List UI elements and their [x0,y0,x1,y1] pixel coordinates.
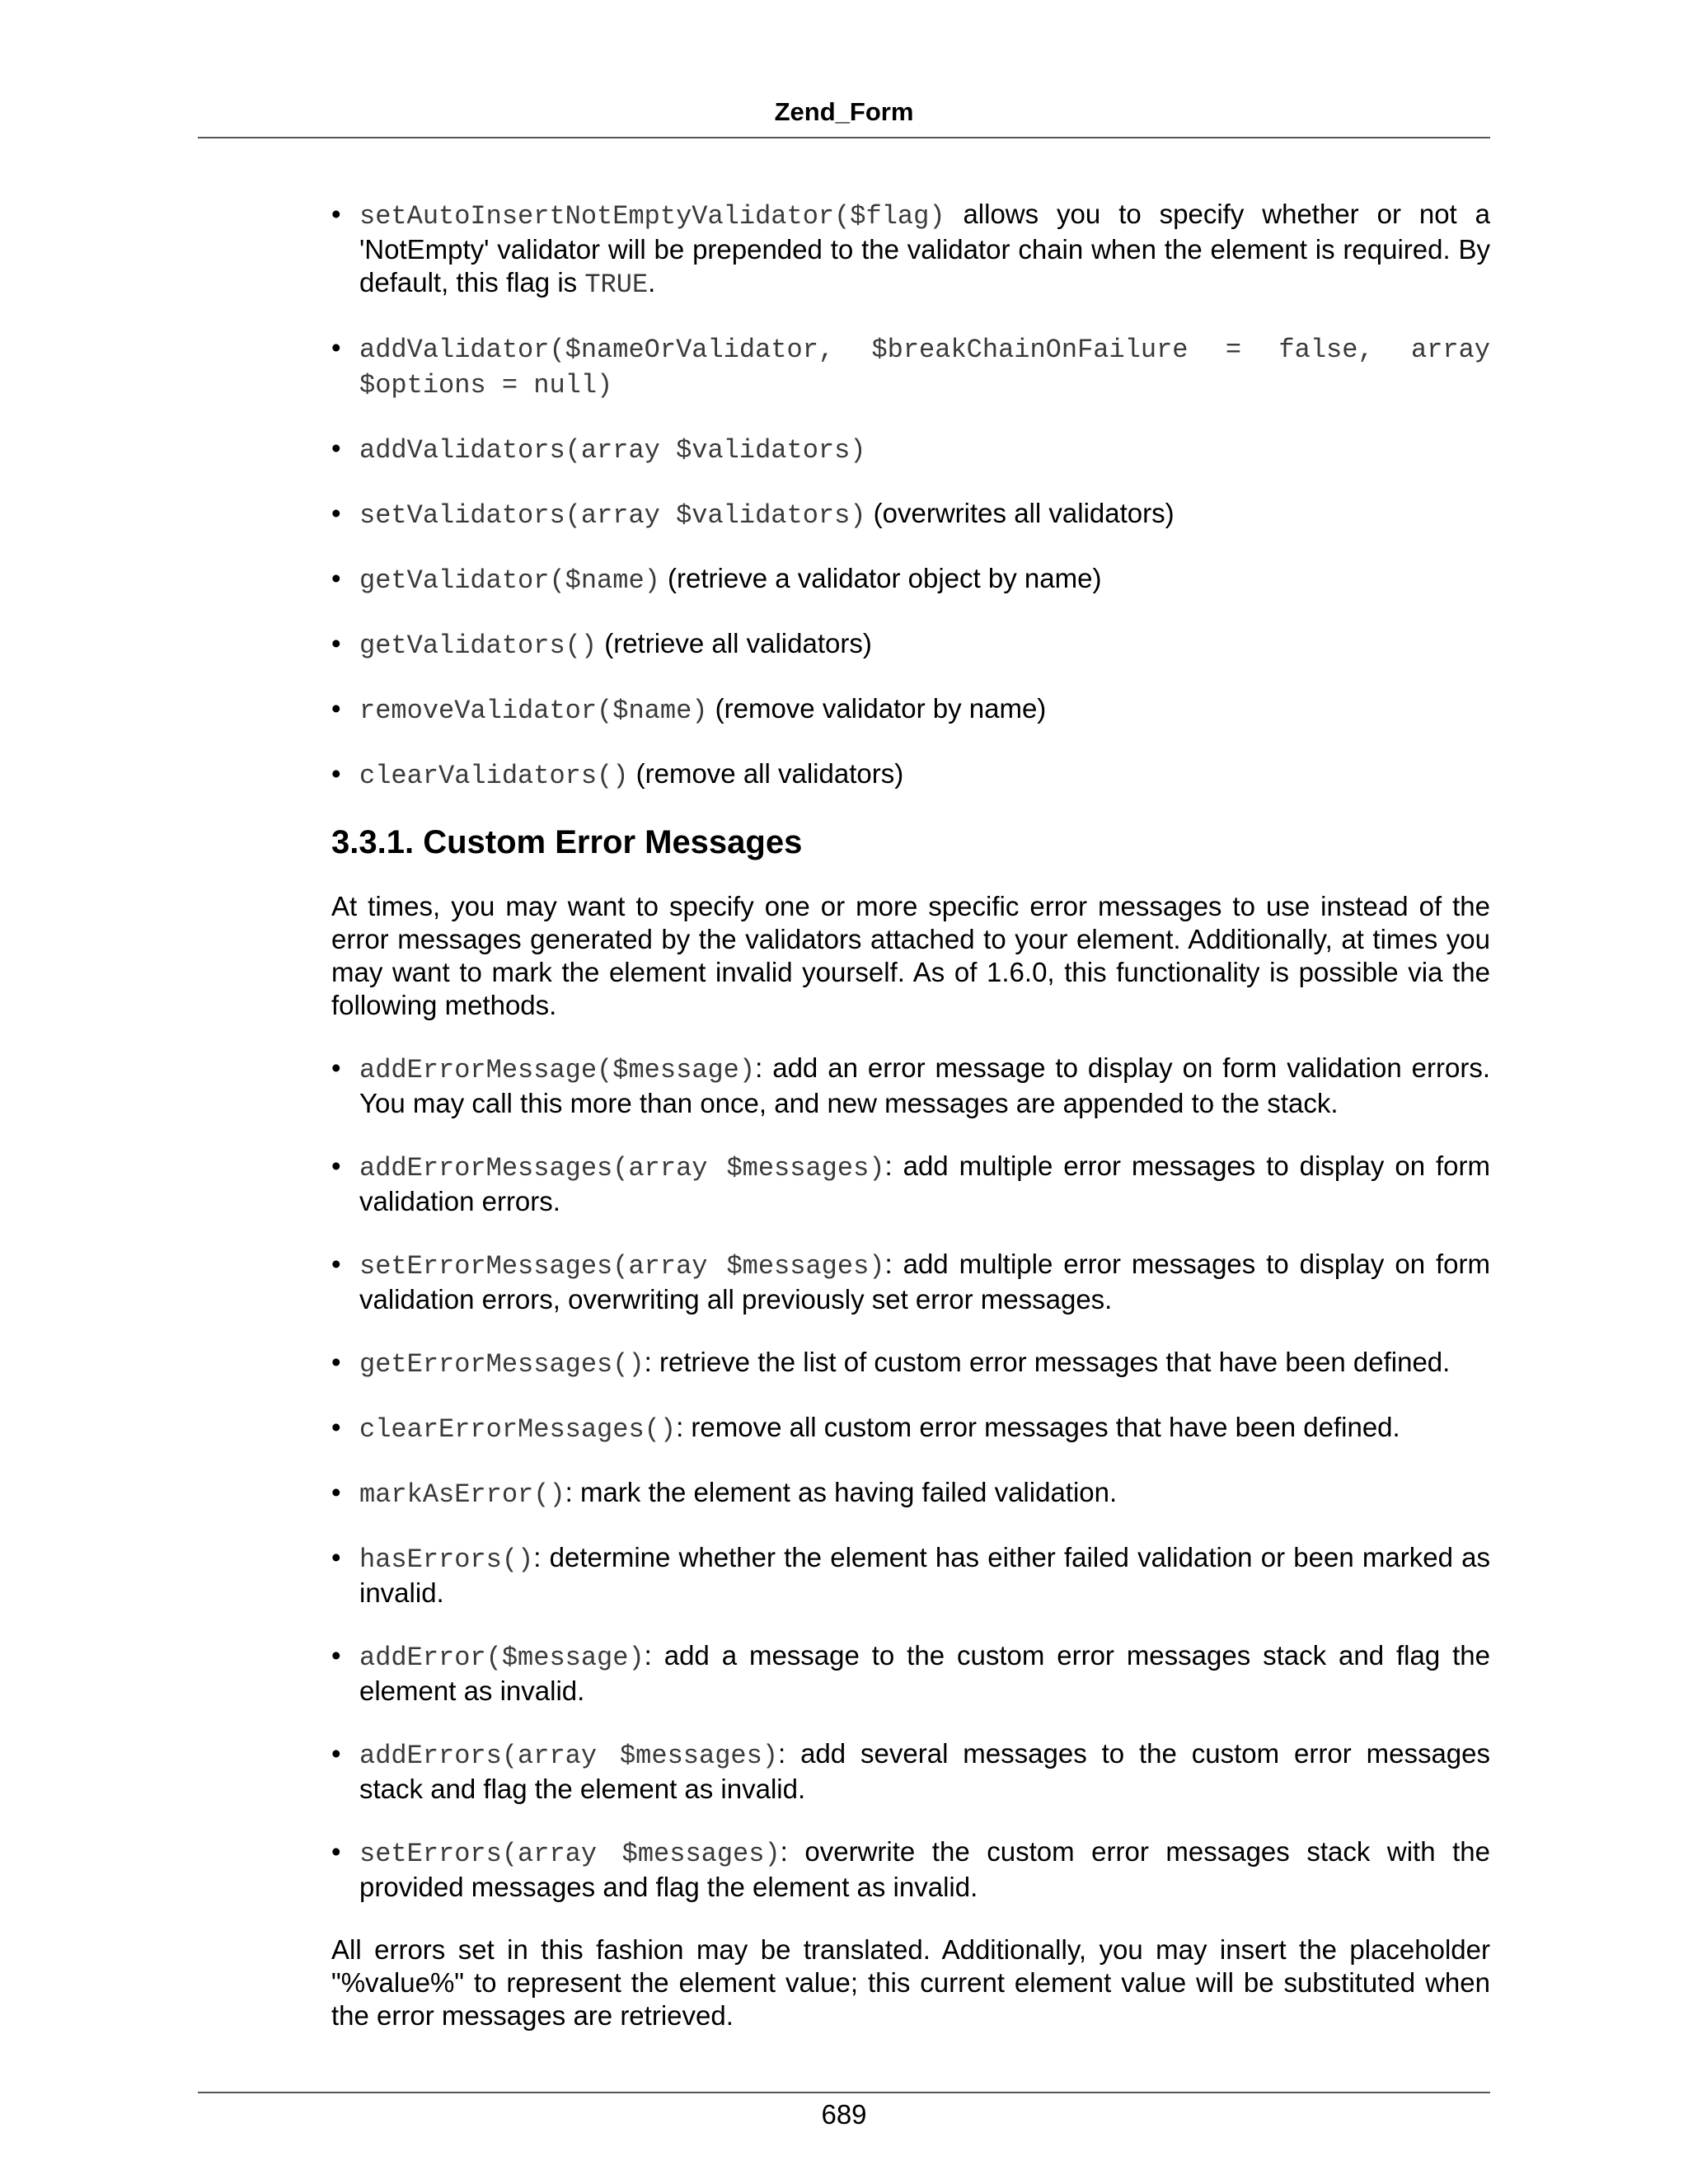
list-item [331,692,1490,728]
list-item [331,432,1490,467]
footer-rule [198,2092,1490,2093]
method-signature: clearErrorMessages() [359,1414,677,1445]
method-description: allows you to specify whether or not a 'NotEmpty' validator will be prepended to the validator chain when the element is required. By default, this flag is [359,199,1490,298]
error-method-list [331,1052,1490,1904]
list-item [331,1639,1490,1708]
method-description: : remove all custom error messages that have been defined. [676,1412,1400,1442]
method-signature: setAutoInsertNotEmptyValidator($flag) [359,201,945,232]
method-signature: addValidators(array $validators) [359,435,866,466]
list-item [331,1150,1490,1218]
method-description: (retrieve all validators) [597,628,872,658]
method-signature: getErrorMessages() [359,1349,645,1380]
list-item [331,757,1490,793]
list-item [331,1835,1490,1904]
method-signature: setErrorMessages(array $messages) [359,1251,885,1282]
method-signature: getValidator($name) [359,565,660,596]
method-description: : mark the element as having failed validation. [565,1477,1118,1507]
running-header: Zend_Form [774,97,914,126]
method-signature: addErrors(array $messages) [359,1741,779,1771]
method-description: (retrieve a validator object by name) [659,563,1102,593]
method-signature: clearValidators() [359,761,629,791]
method-signature: setErrors(array $messages) [359,1839,781,1869]
method-description: (overwrites all validators) [865,498,1175,528]
method-description: : add multiple error messages to display on form validation errors, overwriting all previously set error messages. [359,1249,1491,1315]
method-signature: addErrorMessage($message) [359,1055,756,1085]
method-description: : add multiple error messages to display on form validation errors. [359,1151,1491,1216]
method-description: : determine whether the element has either failed validation or been marked as invalid. [359,1542,1490,1608]
header-rule [198,137,1490,138]
section-closing: All errors set in this fashion may be translated. Additionally, you may insert the placeholder "%value%" to represent the element value; this current element value will be substituted when the error messages are retrieved. [331,1934,1490,2031]
method-signature: getValidators() [359,630,598,661]
page-number: 689 [821,2099,867,2130]
method-description-end: . [648,267,656,298]
list-item [331,1411,1490,1446]
method-signature: hasErrors() [359,1544,534,1575]
section-intro: At times, you may want to specify one or more specific error messages to use instead of the error messages generated by the validators attached to your element. Additionally, at times you may want to mark the element invalid yourself. As of 1.6.0, this functionality is possible via the following methods. [331,891,1490,1020]
list-item [331,1541,1490,1610]
method-description: : add several messages to the custom error messages stack and flag the element as invalid. [359,1738,1490,1804]
method-description: : add a message to the custom error messages stack and flag the element as invalid. [359,1640,1490,1706]
method-description: (remove validator by name) [707,693,1047,724]
list-item [331,1346,1490,1381]
constant-value: TRUE [584,269,649,300]
method-signature: markAsError() [359,1479,565,1510]
list-item [331,198,1490,302]
list-item [331,1052,1490,1120]
list-item [331,497,1490,532]
list-item [331,1737,1490,1806]
method-description: (remove all validators) [628,758,904,789]
list-item [331,331,1490,402]
validator-method-list [331,198,1490,793]
method-signature: removeValidator($name) [359,696,708,726]
list-item [331,627,1490,663]
method-signature: setValidators(array $validators) [359,500,866,531]
list-item [331,562,1490,598]
list-item [331,1476,1490,1511]
method-signature: addError($message) [359,1643,645,1673]
page-content [331,198,1490,2062]
section-heading: 3.3.1. Custom Error Messages [331,824,803,860]
method-signature: addErrorMessages(array $messages) [359,1153,885,1183]
list-item [331,1248,1490,1316]
method-signature: addValidator($nameOrValidator, $breakChainOnFailure = false, array $options = null) [359,335,1490,401]
method-description: : retrieve the list of custom error messages that have been defined. [644,1347,1451,1377]
method-description: : overwrite the custom error messages stack with the provided messages and flag the element as invalid. [359,1836,1491,1902]
method-description: : add an error message to display on form validation errors. You may call this more than once, and new messages are appended to the stack. [359,1052,1490,1118]
